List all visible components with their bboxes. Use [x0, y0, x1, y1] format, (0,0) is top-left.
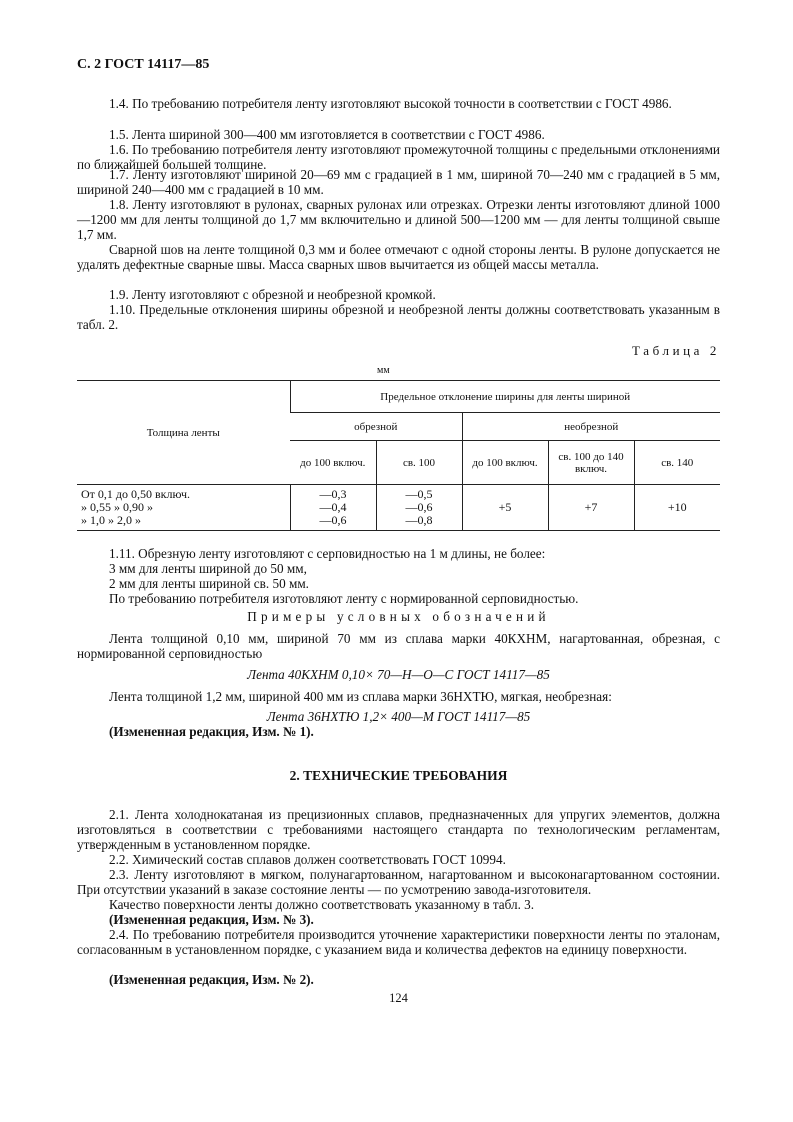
subheader-unedged-gt140: св. 140	[634, 441, 720, 485]
value: —0,5	[405, 487, 433, 501]
subheader-unedged-le100: до 100 включ.	[462, 441, 548, 485]
value: —0,6	[405, 500, 433, 514]
unedged-le100-cell: +5	[462, 485, 548, 531]
value: —0,8	[405, 513, 433, 527]
value: —0,6	[319, 513, 347, 527]
para-quality: Качество поверхности ленты должно соответствовать указанному в табл. 3.	[109, 897, 535, 912]
para-normalized: По требованию потребителя изготовляют ленту с нормированной серповидностью.	[109, 591, 579, 606]
header-edged: обрезной	[290, 413, 462, 441]
header-unedged: необрезной	[462, 413, 720, 441]
table-caption: Таблица 2	[632, 343, 720, 358]
thickness-cell	[77, 485, 290, 531]
table-unit: мм	[377, 365, 390, 376]
para-3mm: 3 мм для ленты шириной до 50 мм,	[109, 561, 307, 576]
amendment-1: (Измененная редакция, Изм. № 1).	[109, 724, 314, 739]
edged-gt100-cell	[376, 485, 462, 531]
para-2-4: 2.4. По требованию потребителя производится уточнение характеристики поверхности ленты по эталонам, согласованным в установленном порядке, с указанием вида и количества дефектов на единицу поверхности.	[77, 927, 720, 958]
para-1-4: 1.4. По требованию потребителя ленту изготовляют высокой точности в соответствии с ГОСТ 4986.	[109, 96, 672, 111]
example-2-text: Лента толщиной 1,2 мм, шириной 400 мм из сплава марки 36НХТЮ, мягкая, необрезная:	[109, 689, 612, 704]
examples-title: Примеры условных обозначений	[247, 609, 550, 624]
para-1-5: 1.5. Лента шириной 300—400 мм изготовляется в соответствии с ГОСТ 4986.	[109, 127, 545, 142]
subheader-edged-gt100: св. 100	[376, 441, 462, 485]
para-2-1: 2.1. Лента холоднокатаная из прецизионных сплавов, предназначенных для упругих элементов, должна изготовляться в соответствии с требованиями настоящего стандарта по технологическим регламентам, утвержденным в установленном порядке.	[77, 807, 720, 853]
para-1-6: 1.6. По требованию потребителя ленту изготовляют промежуточной толщины с предельными отклонениями по ближайшей большей толщине.	[77, 142, 720, 173]
para-weld: Сварной шов на ленте толщиной 0,3 мм и более отмечают с одной стороны ленты. В рулоне допускается не удалять дефектные сварные швы. Масса сварных швов вычитается из общей массы металла.	[77, 242, 720, 273]
subheader-edged-le100: до 100 включ.	[290, 441, 376, 485]
unedged-gt140-cell: +10	[634, 485, 720, 531]
para-1-10: 1.10. Предельные отклонения ширины обрезной и необрезной ленты должны соответствовать указанным в табл. 2.	[77, 302, 720, 333]
edged-le100-cell	[290, 485, 376, 531]
para-1-8: 1.8. Ленту изготовляют в рулонах, сварных рулонах или отрезках. Отрезки ленты изготовляют длиной 1000—1200 мм для ленты толщиной до 1,7 мм включительно и длиной 500—1200 мм — для ленты толщиной свыше 1,7 мм.	[77, 197, 720, 243]
para-1-9: 1.9. Ленту изготовляют с обрезной и необрезной кромкой.	[109, 287, 436, 302]
amendment-2: (Измененная редакция, Изм. № 2).	[109, 972, 314, 987]
subheader-unedged-100-140: св. 100 до 140 включ.	[548, 441, 634, 485]
thickness-row: От 0,1 до 0,50 включ.	[81, 487, 191, 501]
example-1-text: Лента толщиной 0,10 мм, шириной 70 мм из сплава марки 40КХНМ, нагартованная, обрезная, с нормированной серповидностью	[77, 631, 720, 662]
deviation-table	[77, 380, 720, 531]
amendment-3: (Измененная редакция, Изм. № 3).	[109, 912, 314, 927]
para-1-11: 1.11. Обрезную ленту изготовляют с серповидностью на 1 м длины, не более:	[109, 546, 546, 561]
example-1-code: Лента 40КХНМ 0,10× 70—Н—О—С ГОСТ 14117—85	[247, 667, 550, 682]
para-2-2: 2.2. Химический состав сплавов должен соответствовать ГОСТ 10994.	[109, 852, 506, 867]
para-2-3: 2.3. Ленту изготовляют в мягком, полунагартованном, нагартованном и высоконагартованном состоянии. При отсутствии указаний в заказе состояние ленты — по усмотрению завода-изготовителя.	[77, 867, 720, 898]
unedged-100-140-cell: +7	[548, 485, 634, 531]
example-2-code: Лента 36НХТЮ 1,2× 400—М ГОСТ 14117—85	[266, 709, 531, 724]
para-1-7: 1.7. Ленту изготовляют шириной 20—69 мм с градацией в 1 мм, шириной 70—240 мм с градацией в 5 мм, шириной 240—400 мм с градацией в 10 мм.	[77, 167, 720, 198]
header-thickness: Толщина ленты	[77, 381, 290, 485]
para-2mm: 2 мм для ленты шириной св. 50 мм.	[109, 576, 309, 591]
value: —0,4	[319, 500, 347, 514]
thickness-row: » 1,0 » 2,0 »	[81, 513, 141, 527]
page-number: 124	[389, 991, 408, 1005]
thickness-row: » 0,55 » 0,90 »	[81, 500, 153, 514]
header-deviation-group: Предельное отклонение ширины для ленты шириной	[290, 381, 720, 413]
value: —0,3	[319, 487, 347, 501]
page-header: С. 2 ГОСТ 14117—85	[77, 57, 210, 72]
section-title: 2. ТЕХНИЧЕСКИЕ ТРЕБОВАНИЯ	[289, 768, 508, 783]
